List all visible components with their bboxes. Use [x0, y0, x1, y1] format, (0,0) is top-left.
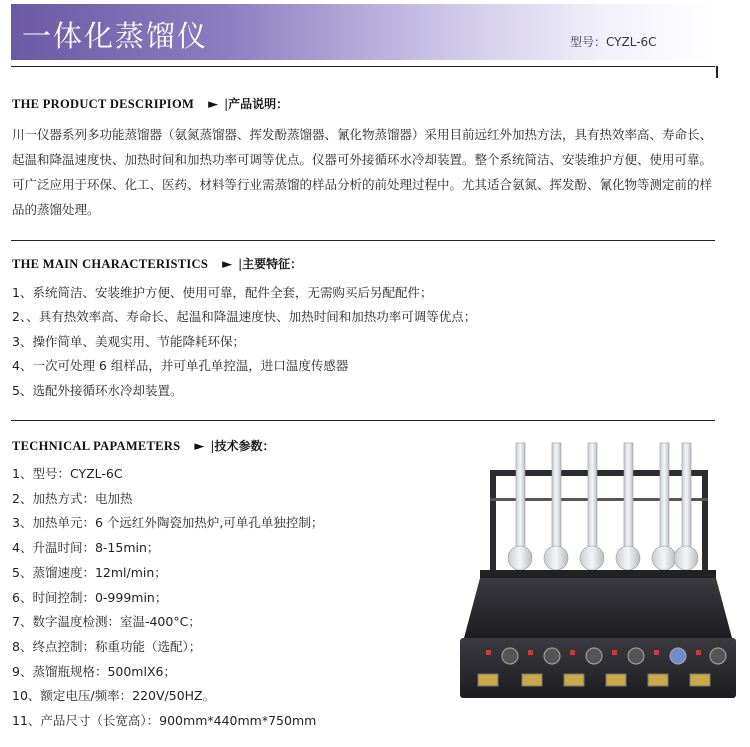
characteristics-heading-cn: 主要特征： [242, 257, 303, 271]
list-item: 4、一次可处理 6 组样品，并可单孔单控温，进口温度传感器 [12, 358, 349, 374]
distillation-apparatus-image [450, 438, 740, 703]
section-divider [11, 420, 715, 421]
parameters-heading-en: TECHNICAL PAPAMETERS [12, 439, 181, 453]
parameters-heading-cn: 技术参数： [214, 439, 275, 453]
separator-bar: | [210, 439, 215, 453]
arrow-icon: ► [208, 97, 219, 112]
list-item: 1、型号：CYZL-6C [12, 466, 123, 481]
list-item: 8、终点控制：称重功能（选配）； [12, 638, 202, 654]
divider-tick [716, 66, 718, 78]
list-item: 5、选配外接循环水冷却装置。 [12, 382, 183, 398]
list-item: 2、、具有热效率高、寿命长、起温和降温速度快、加热时间和加热功率可调等优点； [12, 309, 477, 325]
section-divider [11, 240, 715, 241]
separator-bar: | [224, 97, 229, 111]
page-header [0, 0, 750, 75]
model-number: 型号：CYZL-6C [570, 35, 657, 49]
characteristics-heading [12, 255, 302, 272]
list-item: 10、额定电压/频率：220V/50HZ。 [12, 688, 216, 704]
list-item: 1、系统简洁、安装维护方便、使用可靠，配件全套，无需购买后另配配件； [12, 285, 433, 300]
separator-bar: | [238, 257, 243, 271]
list-item: 6、时间控制：0-999min； [12, 589, 168, 605]
parameters-list [12, 462, 323, 734]
list-item: 11、产品尺寸（长宽高）：900mm*440mm*750mm [12, 713, 317, 729]
characteristics-list [12, 281, 476, 403]
characteristics-heading-en: THE MAIN CHARACTERISTICS [12, 257, 209, 271]
list-item: 2、加热方式：电加热 [12, 490, 133, 506]
page-title: 一体化蒸馏仪 [22, 19, 209, 53]
control-panel [460, 638, 736, 698]
list-item: 4、升温时间：8-15min； [12, 540, 160, 556]
description-heading-cn: 产品说明： [228, 97, 289, 111]
header-divider [11, 66, 715, 67]
description-heading-en: THE PRODUCT DESCRIPIOM [12, 97, 195, 111]
list-item: 3、操作简单、美观实用、节能降耗环保； [12, 333, 245, 349]
arrow-icon: ► [194, 439, 205, 454]
arrow-icon: ► [222, 257, 233, 272]
description-heading [12, 95, 288, 112]
list-item: 7、数字温度检测：室温-400°C； [12, 614, 201, 630]
description-text: 川一仪器系列多功能蒸馏器（氨氮蒸馏器、挥发酚蒸馏器、氰化物蒸馏器）采用目前远红外加热方法，具有热效率高、寿命长、起温和降温速度快、加热时间和加热功率可调等优点。仪器可外接循环水冷却装置。整个系统简洁、安装维护方便、使用可靠。可广泛应用于环保、化工、医药、材料等行业需蒸馏的样品分析的前处理过程中。尤其适合氨氮、挥发酚、氰化物等测定前的样品的蒸馏处理。 [12, 127, 713, 217]
list-item: 9、蒸馏瓶规格：500mlX6； [12, 663, 176, 679]
list-item: 5、蒸馏速度：12ml/min； [12, 564, 167, 580]
list-item: 3、加热单元：6 个远红外陶瓷加热炉,可单孔单独控制； [12, 515, 324, 531]
parameters-heading [12, 437, 274, 454]
